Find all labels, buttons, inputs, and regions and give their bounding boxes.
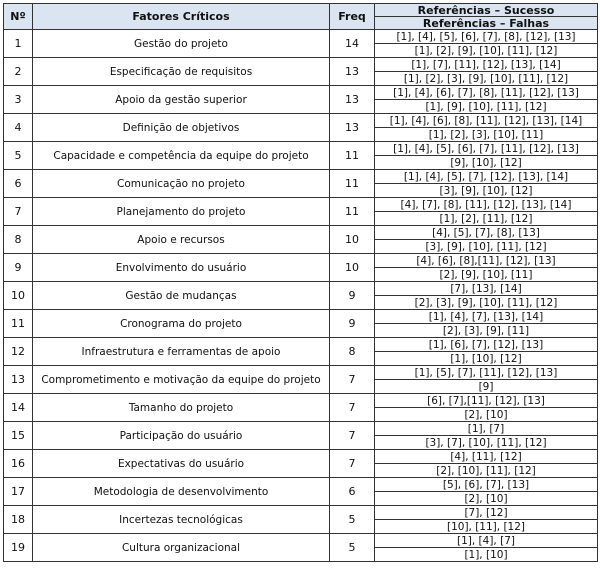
row-ref-falhas: [2], [3], [9], [11] xyxy=(375,324,598,338)
row-ref-falhas: [1], [2], [3], [9], [10], [11], [12] xyxy=(375,72,598,86)
row-number: 1 xyxy=(4,30,33,58)
row-ref-sucesso: [4], [11], [12] xyxy=(375,450,598,464)
row-factor: Capacidade e competência da equipe do projeto xyxy=(33,142,330,170)
table-row xyxy=(4,450,598,464)
row-frequency: 9 xyxy=(330,282,375,310)
header-fator: Fatores Críticos xyxy=(33,4,330,30)
row-ref-falhas: [9], [10], [12] xyxy=(375,156,598,170)
row-number: 5 xyxy=(4,142,33,170)
header-freq: Freq xyxy=(330,4,375,30)
row-ref-falhas: [1], [2], [9], [10], [11], [12] xyxy=(375,44,598,58)
row-number: 10 xyxy=(4,282,33,310)
row-factor: Comprometimento e motivação da equipe do projeto xyxy=(33,366,330,394)
row-ref-falhas: [9] xyxy=(375,380,598,394)
row-ref-falhas: [1], [9], [10], [11], [12] xyxy=(375,100,598,114)
row-frequency: 11 xyxy=(330,198,375,226)
table-row xyxy=(4,254,598,268)
row-number: 4 xyxy=(4,114,33,142)
row-ref-sucesso: [5], [6], [7], [13] xyxy=(375,478,598,492)
row-number: 19 xyxy=(4,534,33,562)
row-number: 16 xyxy=(4,450,33,478)
row-number: 6 xyxy=(4,170,33,198)
row-factor: Gestão do projeto xyxy=(33,30,330,58)
row-ref-sucesso: [1], [4], [6], [8], [11], [12], [13], [14] xyxy=(375,114,598,128)
row-factor: Metodologia de desenvolvimento xyxy=(33,478,330,506)
row-frequency: 5 xyxy=(330,534,375,562)
row-number: 17 xyxy=(4,478,33,506)
row-number: 8 xyxy=(4,226,33,254)
row-number: 9 xyxy=(4,254,33,282)
table-row xyxy=(4,282,598,296)
row-number: 18 xyxy=(4,506,33,534)
row-factor: Participação do usuário xyxy=(33,422,330,450)
table-row xyxy=(4,422,598,436)
row-ref-falhas: [1], [2], [3], [10], [11] xyxy=(375,128,598,142)
row-factor: Especificação de requisitos xyxy=(33,58,330,86)
row-ref-falhas: [2], [10] xyxy=(375,492,598,506)
row-ref-sucesso: [7], [13], [14] xyxy=(375,282,598,296)
row-factor: Planejamento do projeto xyxy=(33,198,330,226)
row-ref-falhas: [2], [9], [10], [11] xyxy=(375,268,598,282)
row-ref-sucesso: [1], [4], [5], [6], [7], [8], [12], [13] xyxy=(375,30,598,44)
table-row xyxy=(4,58,598,72)
row-frequency: 5 xyxy=(330,506,375,534)
row-ref-sucesso: [4], [6], [8],[11], [12], [13] xyxy=(375,254,598,268)
header-num: Nº xyxy=(4,4,33,30)
row-factor: Apoio da gestão superior xyxy=(33,86,330,114)
row-factor: Expectativas do usuário xyxy=(33,450,330,478)
row-factor: Comunicação no projeto xyxy=(33,170,330,198)
row-number: 2 xyxy=(4,58,33,86)
row-frequency: 7 xyxy=(330,450,375,478)
table-row xyxy=(4,114,598,128)
row-ref-sucesso: [1], [6], [7], [12], [13] xyxy=(375,338,598,352)
row-ref-sucesso: [4], [5], [7], [8], [13] xyxy=(375,226,598,240)
critical-factors-table xyxy=(3,3,598,562)
row-ref-falhas: [3], [9], [10], [11], [12] xyxy=(375,240,598,254)
row-frequency: 10 xyxy=(330,226,375,254)
row-ref-sucesso: [1], [4], [5], [7], [12], [13], [14] xyxy=(375,170,598,184)
row-frequency: 9 xyxy=(330,310,375,338)
row-ref-falhas: [1], [2], [11], [12] xyxy=(375,212,598,226)
table-row xyxy=(4,506,598,520)
row-ref-falhas: [3], [7], [10], [11], [12] xyxy=(375,436,598,450)
table-row xyxy=(4,338,598,352)
row-ref-falhas: [2], [10], [11], [12] xyxy=(375,464,598,478)
row-ref-sucesso: [6], [7],[11], [12], [13] xyxy=(375,394,598,408)
row-number: 3 xyxy=(4,86,33,114)
row-factor: Gestão de mudanças xyxy=(33,282,330,310)
row-ref-sucesso: [1], [4], [5], [6], [7], [11], [12], [13] xyxy=(375,142,598,156)
header-ref-sucesso: Referências – Sucesso xyxy=(375,4,598,17)
table-row xyxy=(4,170,598,184)
row-ref-sucesso: [1], [4], [7] xyxy=(375,534,598,548)
row-ref-sucesso: [1], [7] xyxy=(375,422,598,436)
row-frequency: 13 xyxy=(330,58,375,86)
row-frequency: 10 xyxy=(330,254,375,282)
row-factor: Cultura organizacional xyxy=(33,534,330,562)
table-row xyxy=(4,394,598,408)
row-ref-falhas: [1], [10] xyxy=(375,548,598,562)
row-number: 12 xyxy=(4,338,33,366)
table-row xyxy=(4,86,598,100)
row-ref-falhas: [10], [11], [12] xyxy=(375,520,598,534)
row-frequency: 13 xyxy=(330,86,375,114)
row-ref-sucesso: [1], [7], [11], [12], [13], [14] xyxy=(375,58,598,72)
row-factor: Cronograma do projeto xyxy=(33,310,330,338)
row-frequency: 14 xyxy=(330,30,375,58)
table-row xyxy=(4,226,598,240)
row-frequency: 7 xyxy=(330,366,375,394)
row-factor: Definição de objetivos xyxy=(33,114,330,142)
row-ref-falhas: [1], [10], [12] xyxy=(375,352,598,366)
row-ref-falhas: [3], [9], [10], [12] xyxy=(375,184,598,198)
row-factor: Apoio e recursos xyxy=(33,226,330,254)
row-ref-sucesso: [1], [5], [7], [11], [12], [13] xyxy=(375,366,598,380)
table-row xyxy=(4,310,598,324)
row-factor: Tamanho do projeto xyxy=(33,394,330,422)
row-number: 7 xyxy=(4,198,33,226)
row-number: 13 xyxy=(4,366,33,394)
row-ref-falhas: [2], [3], [9], [10], [11], [12] xyxy=(375,296,598,310)
row-number: 14 xyxy=(4,394,33,422)
row-frequency: 6 xyxy=(330,478,375,506)
table-row xyxy=(4,366,598,380)
row-ref-sucesso: [4], [7], [8], [11], [12], [13], [14] xyxy=(375,198,598,212)
header-ref-falhas: Referências – Falhas xyxy=(375,17,598,30)
row-number: 15 xyxy=(4,422,33,450)
table-row xyxy=(4,198,598,212)
row-factor: Infraestrutura e ferramentas de apoio xyxy=(33,338,330,366)
row-ref-sucesso: [1], [4], [7], [13], [14] xyxy=(375,310,598,324)
row-frequency: 7 xyxy=(330,394,375,422)
row-frequency: 8 xyxy=(330,338,375,366)
row-number: 11 xyxy=(4,310,33,338)
row-ref-sucesso: [1], [4], [6], [7], [8], [11], [12], [13] xyxy=(375,86,598,100)
table-row xyxy=(4,478,598,492)
row-frequency: 11 xyxy=(330,142,375,170)
row-factor: Incertezas tecnológicas xyxy=(33,506,330,534)
row-frequency: 11 xyxy=(330,170,375,198)
table-row xyxy=(4,534,598,548)
table-body xyxy=(4,30,598,562)
row-ref-falhas: [2], [10] xyxy=(375,408,598,422)
table-row xyxy=(4,142,598,156)
row-frequency: 7 xyxy=(330,422,375,450)
row-frequency: 13 xyxy=(330,114,375,142)
table-row xyxy=(4,30,598,44)
row-ref-sucesso: [7], [12] xyxy=(375,506,598,520)
row-factor: Envolvimento do usuário xyxy=(33,254,330,282)
